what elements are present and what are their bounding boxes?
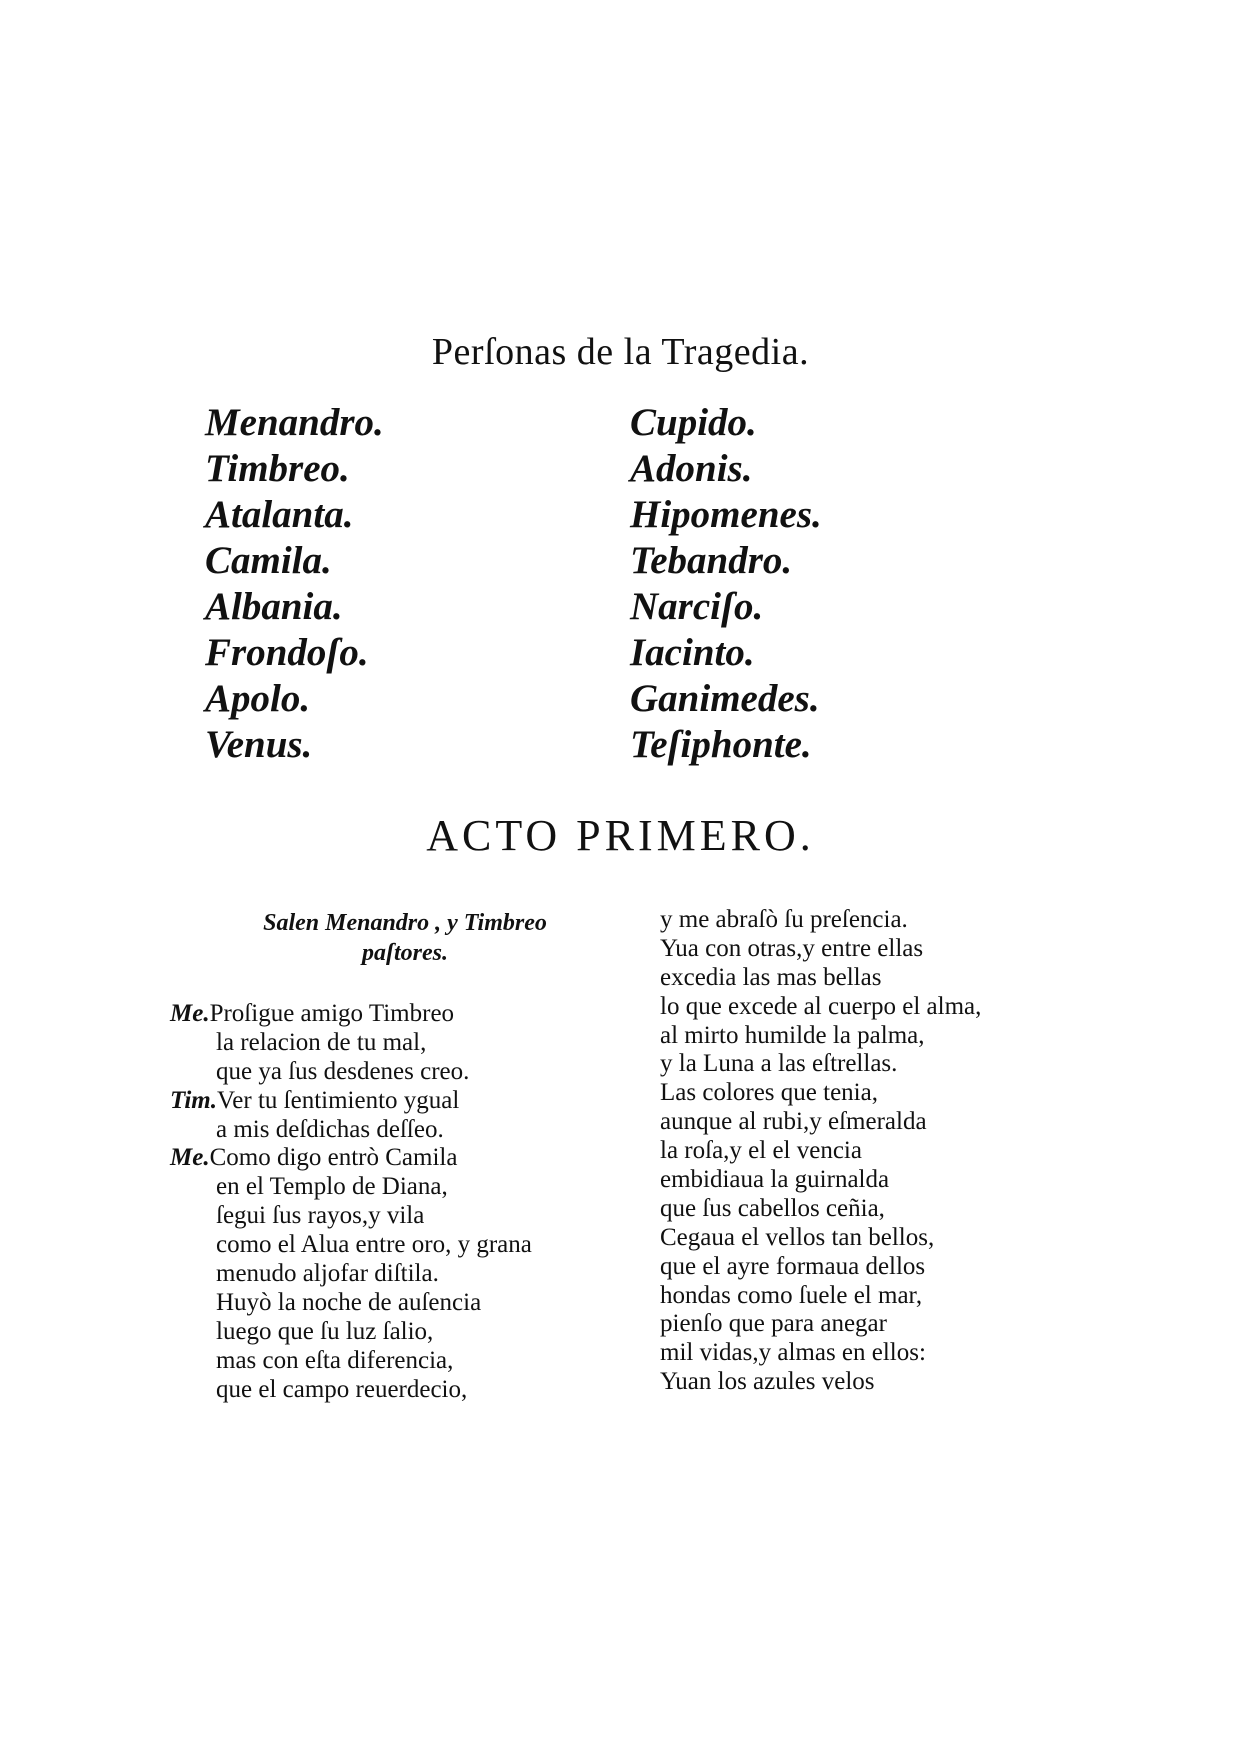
verse-column-left [170,1000,532,1404]
cast-list-right [630,400,822,768]
verse-line: aunque al rubi,y eſmeralda [660,1108,927,1136]
verse-line [170,1087,532,1116]
verse-text: Como digo entrò Camila [209,1144,458,1172]
stage-direction-line: paſtores. [362,940,448,966]
verse-line: luego que ſu luz ſalio, [216,1317,434,1345]
cast-name: Timbreo. [205,447,350,490]
cast-name: Ganimedes. [630,677,820,720]
cast-name: Teſiphonte. [630,723,812,766]
cast-name: Venus. [205,723,313,766]
verse-line: que el ayre formaua dellos [660,1252,926,1280]
verse-line: lo que excede al cuerpo el alma, [660,992,982,1020]
verse-line: excedia las mas bellas [660,963,882,991]
verse-line: Cegaua el vellos tan bellos, [660,1223,935,1251]
cast-list-left [205,400,384,768]
verse-line: y la Luna a las eſtrellas. [660,1050,898,1078]
verse-line: en el Templo de Diana, [216,1173,448,1201]
verse-line: la relacion de tu mal, [216,1028,427,1056]
verse-text: Proſigue amigo Timbreo [209,1000,455,1027]
cast-name: Albania. [205,585,343,628]
verse-line: Huyò la noche de auſencia [216,1288,482,1316]
cast-name: Camila. [205,539,332,582]
verse-line: que el campo reuerdecio, [216,1375,468,1403]
cast-heading: Perſonas de la Tragedia. [431,331,810,373]
cast-name: Cupido. [630,401,757,444]
verse-line: como el Alua entre oro, y grana [216,1231,532,1259]
verse-line: y me abraſò ſu preſencia. [660,906,908,933]
cast-name: Frondoſo. [205,631,369,674]
verse-line: Las colores que tenia, [660,1079,878,1107]
cast-name: Menandro. [205,401,384,444]
verse-line [170,1144,532,1173]
speaker-label: Tim. [170,1086,217,1114]
verse-line: embidiaua la guirnalda [660,1166,890,1194]
verse-line: que ya ſus desdenes creo. [216,1057,470,1085]
cast-name: Apolo. [205,677,311,720]
verse-text: Ver tu ſentimiento ygual [217,1086,460,1114]
verse-line: ſegui ſus rayos,y vila [216,1202,425,1230]
verse-line: a mis deſdichas deſſeo. [216,1115,444,1143]
cast-name: Atalanta. [205,493,354,536]
verse-line: pienſo que para anegar [660,1310,887,1338]
verse-line [170,1000,532,1029]
stage-direction [205,908,605,968]
cast-name: Iacinto. [630,631,755,674]
verse-line: mil vidas,y almas en ellos: [660,1339,926,1367]
verse-line: Yuan los azules velos [660,1368,875,1396]
cast-name: Tebandro. [630,539,793,582]
verse-line: la roſa,y el el vencia [660,1137,862,1165]
verse-line: menudo aljofar diſtila. [216,1260,439,1288]
act-title: ACTO PRIMERO. [426,811,815,860]
speaker-label: Me. [170,1000,210,1027]
verse-line: mas con eſta diferencia, [216,1346,454,1374]
stage-direction-line: Salen Menandro , y Timbreo [263,910,547,936]
verse-line: que ſus cabellos ceñia, [660,1194,885,1222]
cast-name: Adonis. [630,447,753,490]
verse-line: hondas como ſuele el mar, [660,1281,923,1309]
verse-line: al mirto humilde la palma, [660,1021,925,1049]
verse-column-right [660,906,981,1397]
speaker-label: Me. [170,1144,210,1172]
cast-name: Narciſo. [630,585,764,628]
verse-line: Yua con otras,y entre ellas [660,934,924,962]
cast-name: Hipomenes. [630,493,822,536]
